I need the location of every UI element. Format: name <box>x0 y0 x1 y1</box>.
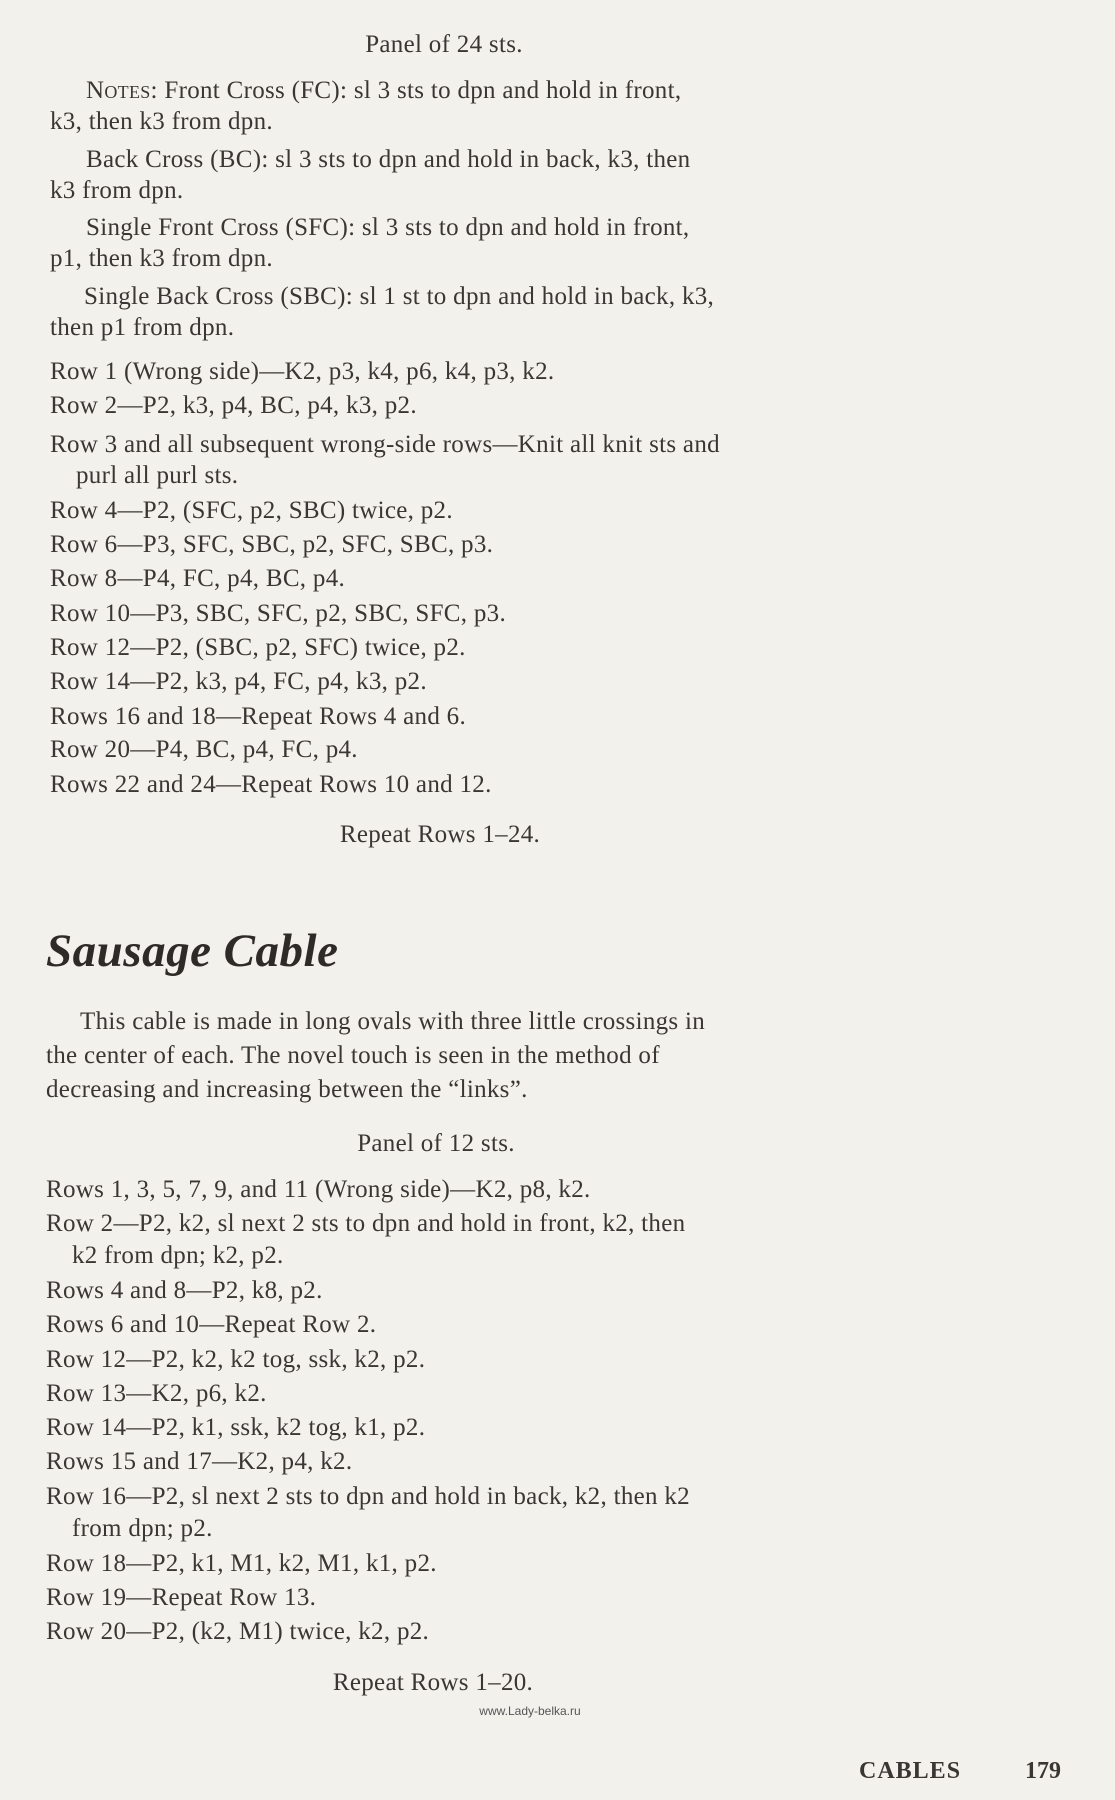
note-line: Single Back Cross (SBC): sl 1 st to dpn and hold in back, k3, <box>84 283 715 310</box>
page-number: 179 <box>1025 1758 1061 1784</box>
row-instruction: Row 19—Repeat Row 13. <box>46 1584 317 1611</box>
row-instruction: Row 13—K2, p6, k2. <box>46 1380 267 1407</box>
row-instruction: Row 16—P2, sl next 2 sts to dpn and hold in back, k2, then k2 <box>46 1483 690 1510</box>
row-instruction: Rows 6 and 10—Repeat Row 2. <box>46 1311 377 1338</box>
running-footer-section: CABLES <box>859 1758 962 1784</box>
row-instruction: Row 8—P4, FC, p4, BC, p4. <box>50 565 346 592</box>
row-instruction: Row 20—P4, BC, p4, FC, p4. <box>50 736 358 763</box>
intro-line: decreasing and increasing between the “links”. <box>46 1076 528 1103</box>
repeat-instruction-2: Repeat Rows 1–20. <box>332 1669 534 1696</box>
note-line: Single Front Cross (SFC): sl 3 sts to dpn and hold in front, <box>86 214 690 241</box>
intro-line: the center of each. The novel touch is seen in the method of <box>46 1042 660 1069</box>
note-line: Notes: Front Cross (FC): sl 3 sts to dpn and hold in front, <box>86 77 682 104</box>
row-instruction: Row 14—P2, k1, ssk, k2 tog, k1, p2. <box>46 1414 426 1441</box>
repeat-instruction-1: Repeat Rows 1–24. <box>339 821 541 848</box>
notes-label: Notes: <box>86 77 158 104</box>
intro-line: This cable is made in long ovals with three little crossings in <box>80 1008 706 1035</box>
section-title: Sausage Cable <box>46 925 339 977</box>
row-instruction: Row 10—P3, SBC, SFC, p2, SBC, SFC, p3. <box>50 600 507 627</box>
row-instruction: k2 from dpn; k2, p2. <box>72 1242 284 1269</box>
row-instruction: Row 20—P2, (k2, M1) twice, k2, p2. <box>46 1618 430 1645</box>
row-instruction: Rows 4 and 8—P2, k8, p2. <box>46 1277 323 1304</box>
note-line: k3 from dpn. <box>50 177 184 204</box>
panel-size-2: Panel of 12 sts. <box>357 1130 515 1157</box>
row-instruction: Rows 16 and 18—Repeat Rows 4 and 6. <box>50 703 467 730</box>
note-line: k3, then k3 from dpn. <box>50 108 273 135</box>
note-line: Back Cross (BC): sl 3 sts to dpn and hold in back, k3, then <box>86 146 691 173</box>
row-instruction: Row 14—P2, k3, p4, FC, p4, k3, p2. <box>50 668 427 695</box>
row-instruction: Row 2—P2, k3, p4, BC, p4, k3, p2. <box>50 392 417 419</box>
row-instruction: Row 1 (Wrong side)—K2, p3, k4, p6, k4, p3, k2. <box>50 358 555 385</box>
row-instruction: Rows 22 and 24—Repeat Rows 10 and 12. <box>50 771 492 798</box>
row-instruction: Row 3 and all subsequent wrong-side rows—Knit all knit sts and <box>50 431 720 458</box>
row-instruction: Rows 1, 3, 5, 7, 9, and 11 (Wrong side)—K2, p8, k2. <box>46 1176 591 1203</box>
note-line: p1, then k3 from dpn. <box>50 245 273 272</box>
row-instruction: purl all purl sts. <box>76 462 239 489</box>
row-instruction: Row 18—P2, k1, M1, k2, M1, k1, p2. <box>46 1550 437 1577</box>
row-instruction: Row 2—P2, k2, sl next 2 sts to dpn and hold in front, k2, then <box>46 1210 686 1237</box>
row-instruction: from dpn; p2. <box>72 1515 213 1542</box>
panel-size-1: Panel of 24 sts. <box>365 31 523 58</box>
row-instruction: Row 12—P2, (SBC, p2, SFC) twice, p2. <box>50 634 466 661</box>
row-instruction: Row 4—P2, (SFC, p2, SBC) twice, p2. <box>50 497 453 524</box>
row-instruction: Row 12—P2, k2, k2 tog, ssk, k2, p2. <box>46 1346 426 1373</box>
note-line: then p1 from dpn. <box>50 314 235 341</box>
row-instruction: Rows 15 and 17—K2, p4, k2. <box>46 1448 353 1475</box>
watermark: www.Lady-belka.ru <box>479 1704 581 1718</box>
row-instruction: Row 6—P3, SFC, SBC, p2, SFC, SBC, p3. <box>50 531 494 558</box>
